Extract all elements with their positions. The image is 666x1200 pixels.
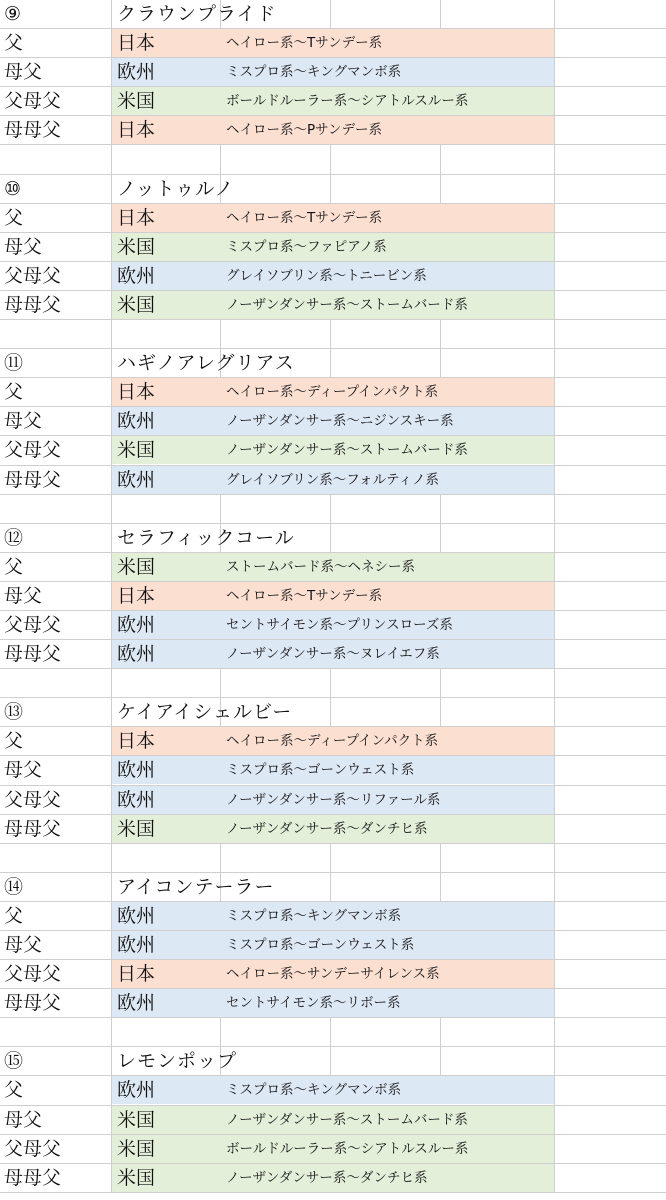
horse-header-row	[0, 175, 666, 204]
grid-line	[554, 1018, 555, 1046]
grid-line	[554, 1164, 555, 1192]
region-cell: 欧州	[117, 992, 156, 1015]
grid-line	[554, 902, 555, 930]
grid-line	[111, 29, 112, 57]
grid-line	[554, 436, 555, 464]
pedigree-position-label: 父	[4, 381, 24, 404]
grid-line	[111, 1135, 112, 1163]
region-cell: 欧州	[117, 1079, 156, 1102]
grid-line	[111, 116, 112, 144]
grid-line	[440, 669, 441, 697]
grid-line	[554, 320, 555, 348]
horse-number: ⑪	[4, 352, 24, 375]
grid-line	[111, 727, 112, 755]
pedigree-row	[0, 786, 666, 815]
grid-line	[111, 844, 112, 872]
grid-line	[111, 495, 112, 523]
pedigree-row	[0, 640, 666, 669]
pedigree-position-label: 父母父	[4, 613, 62, 636]
grid-line	[330, 0, 331, 28]
horse-header-row	[0, 1047, 666, 1076]
grid-line	[554, 0, 555, 28]
region-cell: 米国	[117, 555, 156, 578]
grid-line	[554, 815, 555, 843]
pedigree-row	[0, 1135, 666, 1164]
pedigree-position-label: 母母父	[4, 817, 62, 840]
pedigree-row	[0, 262, 666, 291]
sire-line-cell: ヘイロー系～サンデーサイレンス系	[226, 966, 440, 983]
grid-line	[554, 582, 555, 610]
region-cell: 欧州	[117, 410, 156, 433]
grid-line	[330, 524, 331, 552]
grid-line	[330, 1018, 331, 1046]
grid-line	[554, 1106, 555, 1134]
grid-line	[554, 669, 555, 697]
grid-line	[554, 611, 555, 639]
pedigree-row	[0, 58, 666, 87]
grid-line	[330, 873, 331, 901]
sire-line-cell: ノーザンダンサー系～ストームバード系	[226, 296, 468, 313]
pedigree-position-label: 父母父	[4, 963, 62, 986]
pedigree-row	[0, 1076, 666, 1105]
pedigree-row	[0, 931, 666, 960]
horse-header-row	[0, 0, 666, 29]
horse-header-row	[0, 873, 666, 902]
grid-line	[440, 349, 441, 377]
grid-line	[440, 873, 441, 901]
grid-line	[111, 1164, 112, 1192]
pedigree-position-label: 母父	[4, 759, 43, 782]
sire-line-cell: セントサイモン系～プリンスローズ系	[226, 616, 453, 633]
pedigree-position-label: 父	[4, 730, 24, 753]
horse-name: ノットゥルノ	[117, 177, 235, 200]
sire-line-cell: ミスプロ系～キングマンボ系	[226, 907, 402, 924]
sire-line-cell: グレイソブリン系～フォルティノ系	[226, 471, 440, 488]
grid-line	[554, 175, 555, 203]
grid-line	[330, 698, 331, 726]
pedigree-row	[0, 611, 666, 640]
sire-line-cell: ストームバード系～ヘネシー系	[226, 558, 415, 575]
grid-line	[111, 233, 112, 261]
grid-line	[554, 145, 555, 173]
grid-line	[330, 349, 331, 377]
pedigree-row	[0, 378, 666, 407]
region-cell: 米国	[117, 817, 156, 840]
region-cell: 日本	[117, 584, 156, 607]
region-cell: 日本	[117, 381, 156, 404]
region-cell: 米国	[117, 293, 156, 316]
horse-name: ケイアイシェルビー	[117, 701, 293, 724]
pedigree-position-label: 母父	[4, 584, 43, 607]
grid-line	[554, 1135, 555, 1163]
grid-line	[554, 1047, 555, 1075]
blank-row	[0, 669, 666, 698]
blank-row	[0, 145, 666, 174]
pedigree-row	[0, 553, 666, 582]
pedigree-position-label: 母母父	[4, 468, 62, 491]
pedigree-row	[0, 291, 666, 320]
sire-line-cell: ボールドルーラー系～シアトルスルー系	[226, 1140, 469, 1157]
grid-line	[554, 553, 555, 581]
horse-name: ハギノアレグリアス	[117, 352, 295, 375]
grid-line	[554, 378, 555, 406]
blank-row	[0, 1018, 666, 1047]
grid-line	[440, 524, 441, 552]
grid-line	[440, 698, 441, 726]
pedigree-row	[0, 989, 666, 1018]
grid-line	[220, 145, 221, 173]
grid-line	[111, 1106, 112, 1134]
grid-line	[111, 698, 112, 726]
pedigree-row	[0, 1106, 666, 1135]
grid-line	[330, 320, 331, 348]
grid-line	[330, 145, 331, 173]
sire-line-cell: ミスプロ系～ファピアノ系	[226, 238, 387, 255]
pedigree-position-label: 母母父	[4, 643, 62, 666]
grid-line	[111, 611, 112, 639]
grid-line	[554, 727, 555, 755]
grid-line	[111, 87, 112, 115]
grid-line	[440, 1018, 441, 1046]
pedigree-position-label: 母母父	[4, 992, 62, 1015]
grid-line	[330, 1047, 331, 1075]
region-cell: 欧州	[117, 934, 156, 956]
pedigree-row	[0, 87, 666, 116]
grid-line	[111, 1076, 112, 1104]
grid-line	[111, 756, 112, 784]
sire-line-cell: ミスプロ系～ゴーンウェスト系	[226, 762, 415, 779]
pedigree-position-label: 父母父	[4, 1137, 62, 1160]
grid-line	[554, 960, 555, 988]
sire-line-cell: ミスプロ系～ゴーンウェスト系	[226, 937, 415, 953]
horse-number: ⑬	[4, 701, 24, 724]
grid-line	[111, 524, 112, 552]
grid-line	[111, 989, 112, 1017]
grid-line	[111, 349, 112, 377]
sire-line-cell: ノーザンダンサー系～ストームバード系	[226, 442, 468, 459]
grid-line	[554, 786, 555, 814]
sire-line-cell: ミスプロ系～キングマンボ系	[226, 1082, 402, 1099]
grid-line	[440, 1047, 441, 1075]
pedigree-position-label: 母母父	[4, 119, 62, 142]
grid-line	[330, 669, 331, 697]
grid-line	[111, 931, 112, 959]
grid-line	[111, 873, 112, 901]
grid-line	[111, 58, 112, 86]
pedigree-row	[0, 204, 666, 233]
pedigree-position-label: 父母父	[4, 264, 62, 287]
horse-number: ⑩	[4, 177, 22, 200]
grid-line	[554, 87, 555, 115]
grid-line	[554, 407, 555, 435]
region-cell: 欧州	[117, 759, 156, 782]
horse-header-row	[0, 349, 666, 378]
pedigree-row	[0, 960, 666, 989]
sire-line-cell: セントサイモン系～リボー系	[226, 995, 401, 1012]
region-cell: 欧州	[117, 613, 156, 636]
region-cell: 日本	[117, 730, 156, 753]
sire-line-cell: ミスプロ系～キングマンボ系	[226, 64, 402, 81]
pedigree-position-label: 父	[4, 1079, 24, 1102]
pedigree-row	[0, 116, 666, 145]
grid-line	[554, 204, 555, 232]
grid-line	[554, 698, 555, 726]
region-cell: 米国	[117, 1166, 156, 1189]
sire-line-cell: ノーザンダンサー系～リファール系	[226, 791, 441, 808]
pedigree-position-label: 父母父	[4, 439, 62, 462]
region-cell: 米国	[117, 90, 156, 113]
grid-line	[330, 495, 331, 523]
grid-line	[554, 756, 555, 784]
grid-line	[440, 0, 441, 28]
pedigree-position-label: 母父	[4, 934, 43, 956]
grid-line	[440, 844, 441, 872]
grid-line	[554, 29, 555, 57]
grid-line	[554, 466, 555, 494]
pedigree-row	[0, 756, 666, 785]
grid-line	[554, 349, 555, 377]
grid-line	[220, 1018, 221, 1046]
grid-line	[554, 844, 555, 872]
grid-line	[330, 844, 331, 872]
grid-line	[111, 175, 112, 203]
pedigree-position-label: 母父	[4, 61, 43, 84]
grid-line	[111, 291, 112, 319]
grid-line	[111, 815, 112, 843]
sire-line-cell: ヘイロー系～Tサンデー系	[226, 35, 383, 52]
sire-line-cell: ノーザンダンサー系～ダンチヒ系	[226, 1169, 428, 1186]
grid-line	[330, 175, 331, 203]
grid-line	[220, 495, 221, 523]
region-cell: 米国	[117, 1137, 156, 1160]
pedigree-row	[0, 29, 666, 58]
grid-line	[111, 786, 112, 814]
grid-line	[440, 495, 441, 523]
grid-line	[554, 640, 555, 668]
pedigree-position-label: 父	[4, 904, 24, 927]
region-cell: 日本	[117, 119, 156, 142]
sire-line-cell: ノーザンダンサー系～ストームバード系	[226, 1111, 468, 1128]
sire-line-cell: ヘイロー系～Pサンデー系	[226, 122, 382, 139]
sire-line-cell: ヘイロー系～ディープインパクト系	[226, 384, 439, 401]
sire-line-cell: ヘイロー系～Tサンデー系	[226, 587, 383, 604]
pedigree-row	[0, 902, 666, 931]
grid-line	[111, 960, 112, 988]
grid-line	[111, 0, 112, 28]
region-cell: 欧州	[117, 904, 156, 927]
grid-line	[554, 262, 555, 290]
pedigree-position-label: 父母父	[4, 788, 62, 811]
region-cell: 欧州	[117, 61, 156, 84]
grid-line	[111, 582, 112, 610]
horse-name: クラウンプライド	[117, 3, 277, 25]
horse-number: ⑮	[4, 1050, 24, 1073]
pedigree-position-label: 母母父	[4, 293, 62, 316]
grid-line	[220, 669, 221, 697]
horse-number: ⑭	[4, 875, 24, 898]
sire-line-cell: ヘイロー系～Tサンデー系	[226, 209, 383, 226]
grid-line	[111, 640, 112, 668]
grid-line	[554, 495, 555, 523]
grid-line	[111, 378, 112, 406]
pedigree-position-label: 父	[4, 32, 24, 55]
region-cell: 日本	[117, 206, 156, 229]
grid-line	[111, 436, 112, 464]
sire-line-cell: ノーザンダンサー系～ダンチヒ系	[226, 820, 428, 837]
region-cell: 欧州	[117, 264, 156, 287]
sire-line-cell: ボールドルーラー系～シアトルスルー系	[226, 93, 469, 110]
pedigree-position-label: 父	[4, 206, 24, 229]
grid-line	[111, 320, 112, 348]
region-cell: 米国	[117, 1108, 156, 1131]
blank-row	[0, 495, 666, 524]
grid-line	[554, 116, 555, 144]
region-cell: 米国	[117, 235, 156, 258]
grid-line	[111, 669, 112, 697]
pedigree-position-label: 母母父	[4, 1166, 62, 1189]
grid-line	[111, 553, 112, 581]
sire-line-cell: ヘイロー系～ディープインパクト系	[226, 733, 439, 750]
grid-line	[554, 873, 555, 901]
horse-name: アイコンテーラー	[117, 875, 275, 898]
grid-line	[554, 233, 555, 261]
pedigree-row	[0, 436, 666, 465]
region-cell: 日本	[117, 963, 156, 986]
grid-line	[111, 902, 112, 930]
region-cell: 欧州	[117, 468, 156, 491]
region-cell: 日本	[117, 32, 156, 55]
region-cell: 米国	[117, 439, 156, 462]
horse-header-row	[0, 698, 666, 727]
grid-line	[111, 204, 112, 232]
blank-row	[0, 844, 666, 873]
pedigree-position-label: 母父	[4, 410, 43, 433]
grid-line	[111, 1018, 112, 1046]
horse-name: レモンポップ	[117, 1050, 238, 1073]
horse-number: ⑫	[4, 526, 24, 549]
sire-line-cell: ノーザンダンサー系～ニジンスキー系	[226, 413, 454, 430]
pedigree-row	[0, 466, 666, 495]
grid-line	[111, 262, 112, 290]
sire-line-cell: ノーザンダンサー系～ヌレイエフ系	[226, 646, 440, 663]
horse-header-row	[0, 524, 666, 553]
region-cell: 欧州	[117, 788, 156, 811]
grid-line	[111, 1047, 112, 1075]
grid-line	[440, 320, 441, 348]
grid-line	[554, 291, 555, 319]
pedigree-row	[0, 727, 666, 756]
pedigree-row	[0, 815, 666, 844]
pedigree-position-label: 父	[4, 555, 24, 578]
horse-number: ⑨	[4, 3, 22, 25]
pedigree-row	[0, 582, 666, 611]
grid-line	[440, 145, 441, 173]
grid-line	[111, 466, 112, 494]
region-cell: 欧州	[117, 643, 156, 666]
pedigree-position-label: 母父	[4, 235, 43, 258]
blank-row	[0, 320, 666, 349]
grid-line	[220, 320, 221, 348]
grid-line	[111, 407, 112, 435]
grid-line	[554, 1076, 555, 1104]
grid-line	[220, 844, 221, 872]
grid-line	[554, 989, 555, 1017]
grid-line	[440, 175, 441, 203]
pedigree-position-label: 父母父	[4, 90, 62, 113]
grid-line	[554, 58, 555, 86]
sire-line-cell: グレイソブリン系～トニービン系	[226, 267, 427, 284]
pedigree-row	[0, 407, 666, 436]
grid-line	[554, 931, 555, 959]
grid-line	[554, 524, 555, 552]
grid-line	[111, 145, 112, 173]
pedigree-position-label: 母父	[4, 1108, 43, 1131]
pedigree-row	[0, 233, 666, 262]
pedigree-row	[0, 1164, 666, 1193]
horse-name: セラフィックコール	[117, 526, 295, 549]
